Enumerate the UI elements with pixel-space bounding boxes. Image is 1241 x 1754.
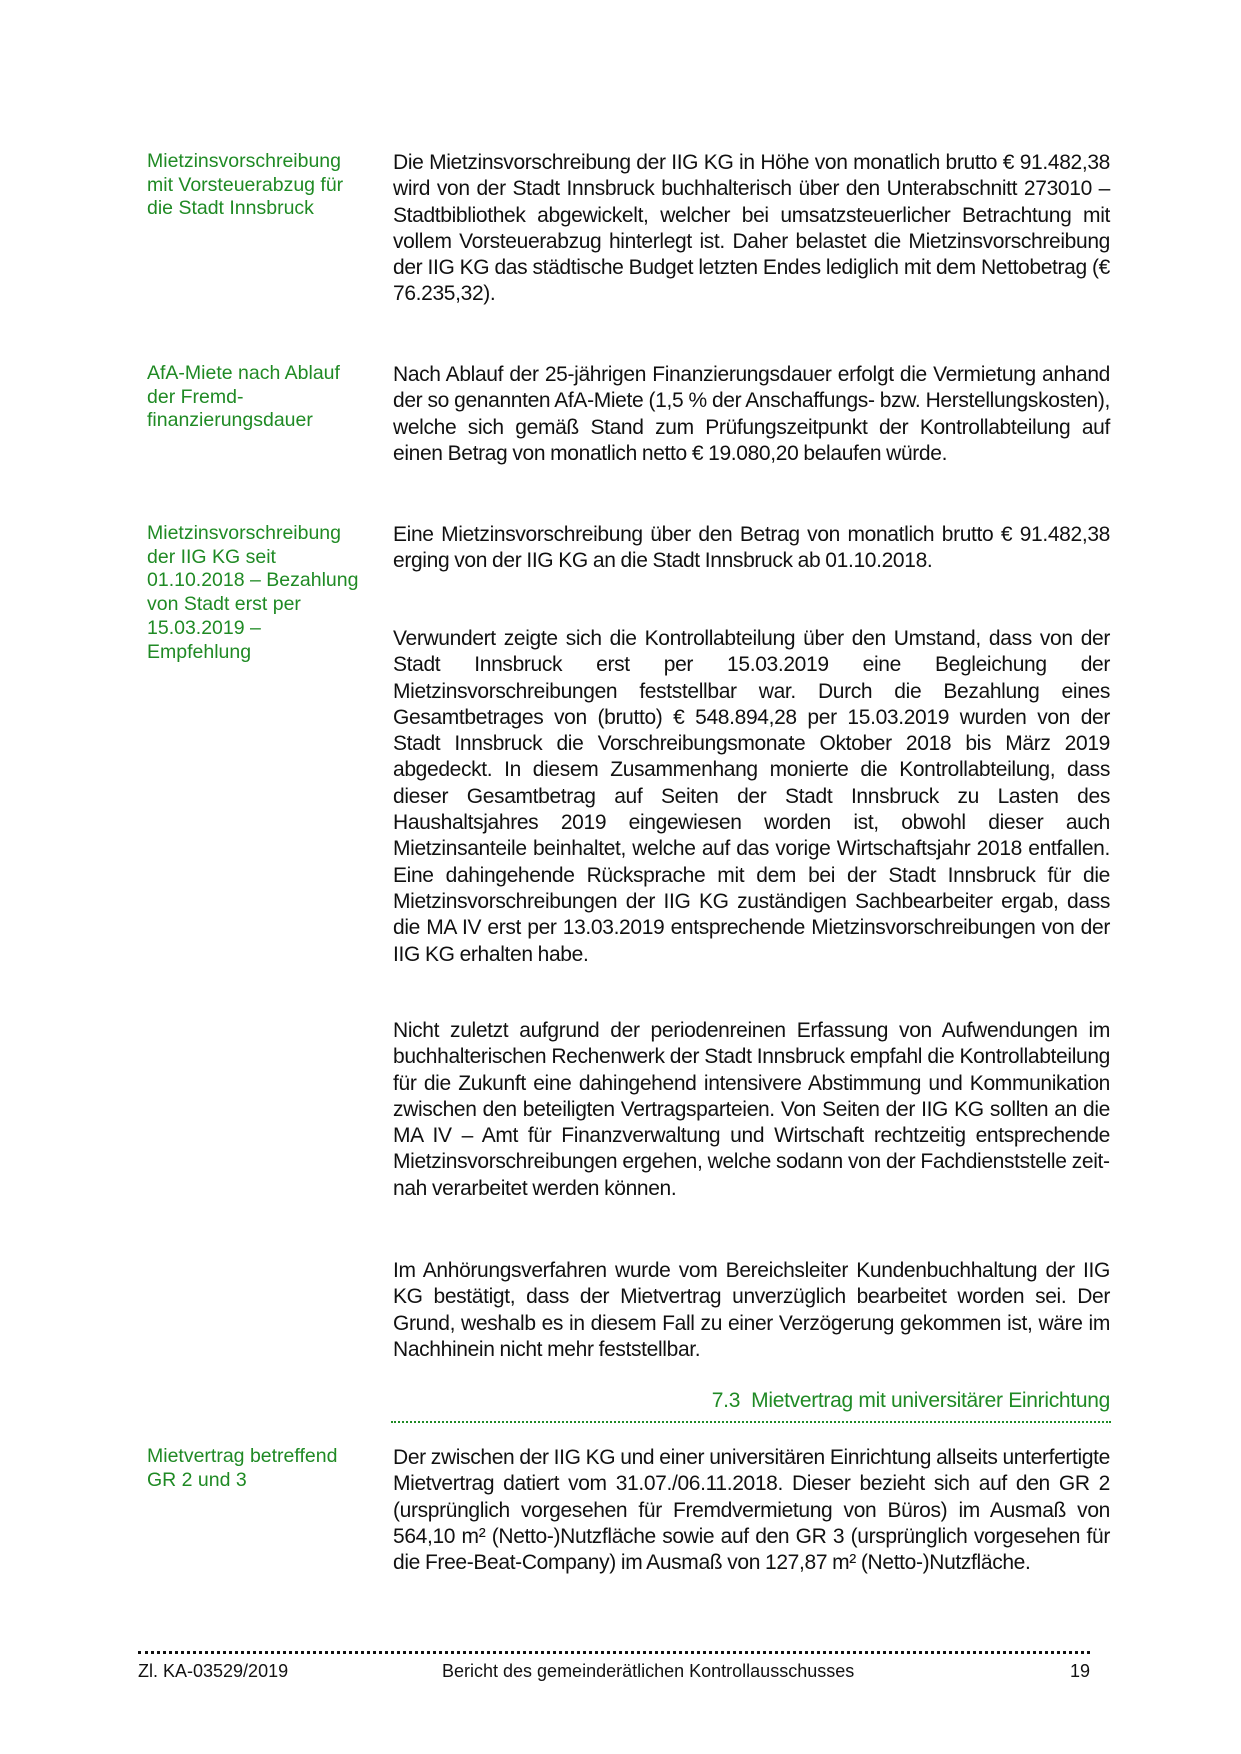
section-bezahlung-empfehlung-p2 <box>393 626 1110 968</box>
section-bezahlung-empfehlung-p3 <box>393 1018 1110 1202</box>
margin-label-bezahlung-empfehlung: Mietzinsvorschreibung der IIG KG seit 01.10.2018 – Bezahlung von Stadt erst per 15.03.2019 – Empfehlung <box>147 522 359 663</box>
heading-number: 7.3 <box>711 1389 741 1412</box>
paragraph: Die Mietzinsvorschreibung der IIG KG in Höhe von monatlich brutto € 91.482,38 wird von der Stadt Innsbruck buchhalterisch über den Unterabschnitt 273010 – Stadtbibliothek abgewickelt, welcher bei umsatzsteuerlicher Betrachtung mit vollem Vorsteuerabzug hinterlegt ist. Daher belastet die Mietzinsvorschreibung der IIG KG das städtische Budget letzten Endes lediglich mit dem Nettobetrag (€ 76.235,32). <box>393 151 1110 306</box>
footer-dotted-rule <box>138 1651 1090 1654</box>
margin-label-gr2-gr3: Mietvertrag betreffend GR 2 und 3 <box>147 1445 338 1491</box>
paragraph: Verwundert zeigte sich die Kontrollabteilung über den Umstand, dass von der Stadt Innsbruck erst per 15.03.2019 eine Begleichung der Mietzinsvorschreibungen feststellbar war. Durch die Bezahlung eines Gesamtbetrages von (brutto) € 548.894,28 per 15.03.2019 wurden von der Stadt Innsbruck die Vorschreibungsmonate Oktober 2018 bis März 2019 abgedeckt. In diesem Zusammenhang monierte die Kontrollabteilung, dass dieser Gesamtbetrag auf Seiten der Stadt Innsbruck zu Lasten des Haushaltsjahres 2019 eingewiesen worden ist, obwohl dieser auch Mietzinsanteile beinhaltet, welche auf das vorige Wirtschaftsjahr 2018 entfallen. Eine dahingehende Rücksprache mit dem bei der Stadt Innsbruck für die Mietzinsvorschreibungen der IIG KG zuständigen Sachbearbeiter ergab, dass die MA IV erst per 13.03.2019 entsprechende Mietzinsvorschreibungen von der IIG KG erhalten habe. <box>393 627 1110 966</box>
margin-label-vorsteuerabzug: Mietzinsvorschreibung mit Vorsteuerabzug für die Stadt Innsbruck <box>147 150 344 220</box>
section-heading <box>393 1388 1110 1414</box>
paragraph: Nach Ablauf der 25-jährigen Finanzierungsdauer erfolgt die Vermietung anhand der so genannten AfA-Miete (1,5 % der Anschaffungs- bzw. Herstellungskosten), welche sich gemäß Stand zum Prüfungszeitpunkt der Kontrollabteilung auf einen Betrag von monatlich netto € 19.080,20 belaufen würde. <box>393 363 1110 465</box>
paragraph: Im Anhörungsverfahren wurde vom Bereichsleiter Kundenbuchhaltung der IIG KG bestätigt, dass der Mietvertrag unverzüglich bearbeitet worden sei. Der Grund, weshalb es in diesem Fall zu einer Verzögerung gekommen ist, wäre im Nachhinein nicht mehr feststellbar. <box>393 1259 1110 1361</box>
heading-dotted-rule <box>391 1421 1111 1423</box>
heading-title: Mietvertrag mit universitärer Einrichtung <box>751 1389 1110 1412</box>
page-number: 19 <box>1069 1661 1090 1681</box>
paragraph: Der zwischen der IIG KG und einer universitären Einrichtung allseits unterfertigte Mietvertrag datiert vom 31.07./06.11.2018. Dieser bezieht sich auf den GR 2 (ursprünglich vorgesehen für Fremdvermietung von Büros) im Ausmaß von 564,10 m² (Netto-)Nutzfläche sowie auf den GR 3 (ursprünglich vorgesehen für die Free-Beat-Company) im Ausmaß von 127,87 m² (Netto-)Nutzfläche. <box>393 1446 1110 1575</box>
section-afa-miete <box>393 362 1110 467</box>
footer-title: Bericht des gemeinderätlichen Kontrollausschusses <box>442 1661 855 1681</box>
paragraph: Nicht zuletzt aufgrund der periodenreinen Erfassung von Aufwendungen im buchhalterischen Rechenwerk der Stadt Innsbruck empfahl die Kontrollabteilung für die Zukunft eine dahingehend intensivere Abstimmung und Kommunikation zwischen den beteiligten Vertragsparteien. Von Seiten der IIG KG sollten an die MA IV – Amt für Finanzverwaltung und Wirtschaft rechtzeitig entsprechende Mietzinsvorschreibungen ergehen, welche sodann von der Fachdienststelle zeitnah verarbeitet werden können. <box>393 1019 1110 1200</box>
section-mietvertrag-gr2-gr3 <box>393 1445 1110 1576</box>
section-vorsteuerabzug <box>393 150 1110 308</box>
margin-label-afa-miete: AfA-Miete nach Ablauf der Fremdfinanzierungsdauer <box>147 362 340 432</box>
section-bezahlung-empfehlung <box>393 522 1110 575</box>
paragraph: Eine Mietzinsvorschreibung über den Betrag von monatlich brutto € 91.482,38 erging von der IIG KG an die Stadt Innsbruck ab 01.10.2018. <box>393 523 1110 573</box>
footer-reference: Zl. KA-03529/2019 <box>138 1661 289 1681</box>
section-bezahlung-empfehlung-p4 <box>393 1258 1110 1363</box>
